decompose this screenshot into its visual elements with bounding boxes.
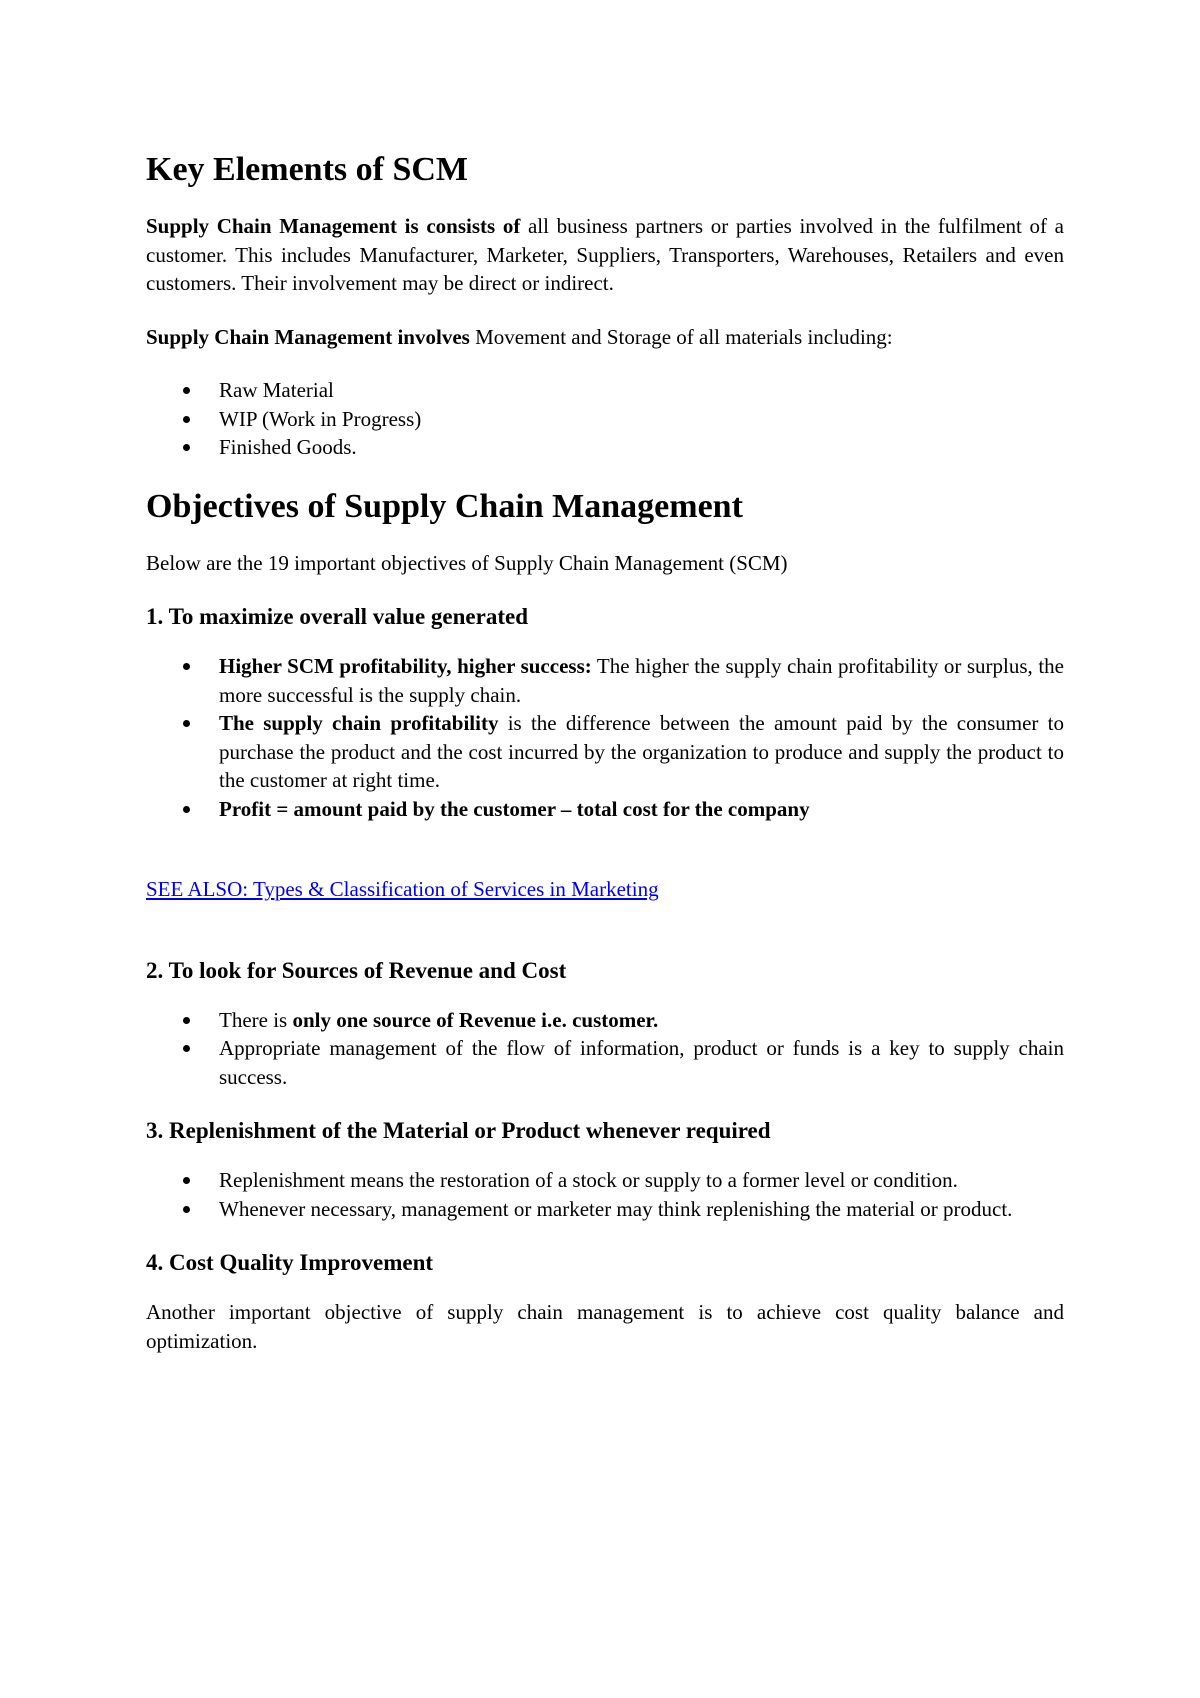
key-elements-paragraph-2 — [146, 323, 1064, 352]
objectives-heading: Objectives of Supply Chain Management — [146, 487, 743, 525]
objective-2-list — [146, 1006, 1064, 1092]
objective-1-b1-bold: Higher SCM profitability, higher success: — [219, 654, 592, 678]
objective-1-b3-bold: Profit = amount paid by the customer – total cost for the company — [219, 796, 810, 821]
objective-3-list — [146, 1166, 1064, 1223]
see-also-paragraph — [146, 875, 1064, 904]
key-elements-p1-text: all business partners or parties involved in the fulfilment of a customer. This includes Manufacturer, Marketer, Suppliers, Transporters, Warehouses, Retailers and even customers. Their involvement may be direct or indirect. — [146, 214, 1064, 295]
see-also-link[interactable]: SEE ALSO: Types & Classification of Services in Marketing — [146, 877, 659, 901]
materials-list — [146, 376, 1064, 462]
list-item: Finished Goods. — [219, 433, 1064, 462]
objective-4-heading: 4. Cost Quality Improvement — [146, 1250, 434, 1275]
list-item — [219, 795, 1064, 824]
key-elements-p2-text: Movement and Storage of all materials including: — [469, 324, 893, 349]
key-elements-paragraph-1 — [146, 212, 1064, 298]
list-item: Whenever necessary, management or marketer may think replenishing the material or product. — [219, 1195, 1064, 1224]
list-item — [219, 709, 1064, 795]
objectives-intro: Below are the 19 important objectives of Supply Chain Management (SCM) — [146, 550, 788, 575]
list-item: WIP (Work in Progress) — [219, 405, 1064, 434]
list-item — [219, 652, 1064, 709]
document-page — [146, 150, 1064, 1380]
objective-1-b2-text: is the difference between the amount paid by the consumer to purchase the product and the cost incurred by the organization to produce and supply the product to the customer at right time. — [219, 711, 1065, 792]
key-elements-p2-bold: Supply Chain Management involves — [146, 324, 470, 349]
objective-1-heading: 1. To maximize overall value generated — [146, 604, 528, 629]
list-item: Raw Material — [219, 376, 1064, 405]
key-elements-p1-bold: Supply Chain Management is consists of — [146, 214, 521, 238]
key-elements-heading: Key Elements of SCM — [146, 151, 469, 188]
objective-2-b1-bold: only one source of Revenue i.e. customer. — [292, 1007, 659, 1032]
objective-1-b1-text: The higher the supply chain profitability or surplus, the more successful is the supply chain. — [219, 654, 1064, 707]
list-item: Appropriate management of the flow of information, product or funds is a key to supply chain success. — [219, 1034, 1064, 1091]
list-item — [219, 1006, 1064, 1035]
objective-2-heading: 2. To look for Sources of Revenue and Cost — [146, 957, 567, 983]
objective-4-paragraph: Another important objective of supply chain management is to achieve cost quality balance and optimization. — [146, 1300, 1064, 1353]
objective-3-heading: 3. Replenishment of the Material or Product whenever required — [146, 1118, 771, 1143]
list-item: Replenishment means the restoration of a stock or supply to a former level or condition. — [219, 1166, 1064, 1195]
objective-2-b1-text: There is — [219, 1007, 293, 1032]
objective-1-b2-bold: The supply chain profitability — [219, 711, 499, 735]
objective-1-list — [146, 652, 1064, 823]
